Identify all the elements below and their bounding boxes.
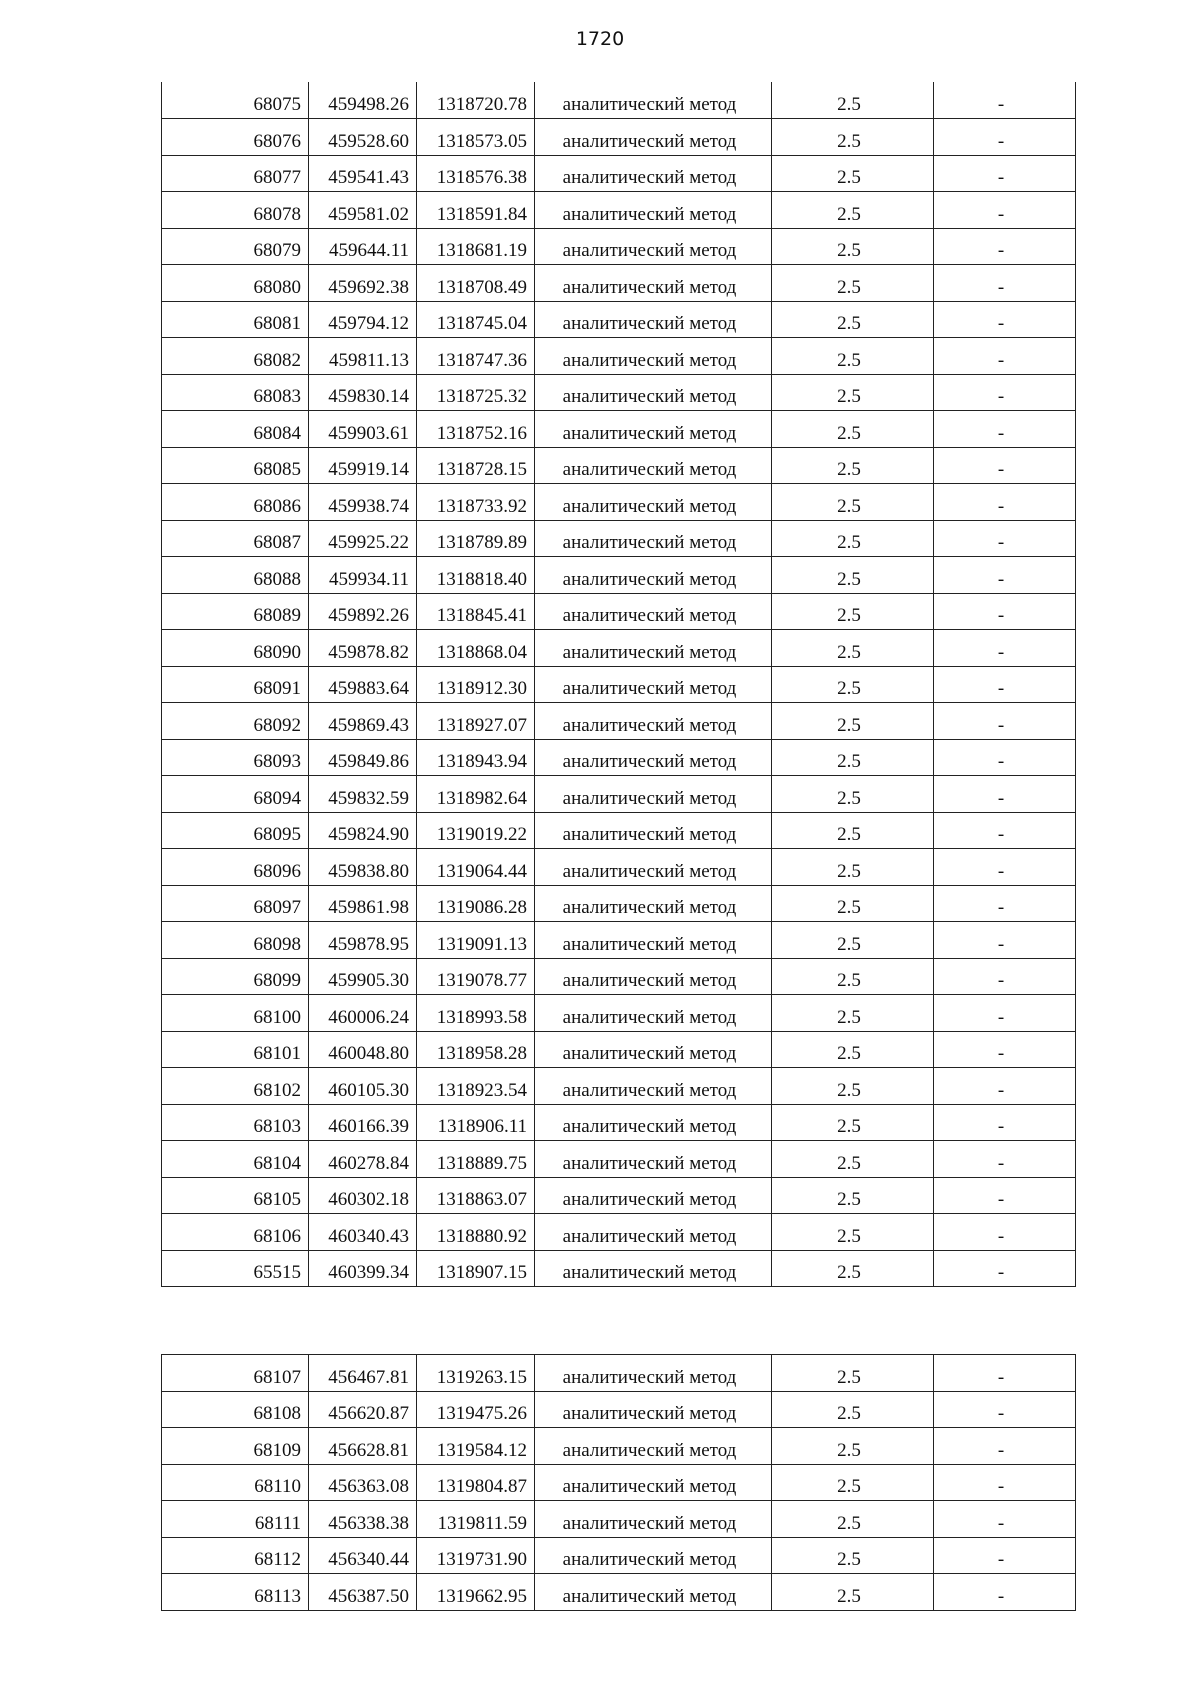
y-coordinate-cell: 1318907.15 (417, 1250, 535, 1287)
accuracy-cell: 2.5 (772, 1428, 934, 1465)
note-cell: - (934, 630, 1076, 667)
point-number-cell: 68098 (162, 922, 309, 959)
method-cell: аналитический метод (535, 1214, 772, 1251)
x-coordinate-cell: 456620.87 (309, 1391, 417, 1428)
point-number-cell: 68090 (162, 630, 309, 667)
table-row (162, 484, 1076, 521)
point-number-cell: 68105 (162, 1177, 309, 1214)
point-number-cell: 68099 (162, 958, 309, 995)
method-cell: аналитический метод (535, 301, 772, 338)
accuracy-cell: 2.5 (772, 192, 934, 229)
point-number-cell: 68095 (162, 812, 309, 849)
method-cell: аналитический метод (535, 338, 772, 375)
coordinates-table-2 (161, 1354, 1076, 1611)
y-coordinate-cell: 1318591.84 (417, 192, 535, 229)
table-row (162, 228, 1076, 265)
y-coordinate-cell: 1319064.44 (417, 849, 535, 886)
point-number-cell: 68106 (162, 1214, 309, 1251)
x-coordinate-cell: 460048.80 (309, 1031, 417, 1068)
accuracy-cell: 2.5 (772, 593, 934, 630)
method-cell: аналитический метод (535, 885, 772, 922)
method-cell: аналитический метод (535, 1177, 772, 1214)
accuracy-cell: 2.5 (772, 995, 934, 1032)
table-row (162, 958, 1076, 995)
table-row (162, 995, 1076, 1032)
x-coordinate-cell: 460340.43 (309, 1214, 417, 1251)
y-coordinate-cell: 1319019.22 (417, 812, 535, 849)
table-row (162, 885, 1076, 922)
x-coordinate-cell: 459878.95 (309, 922, 417, 959)
accuracy-cell: 2.5 (772, 812, 934, 849)
point-number-cell: 65515 (162, 1250, 309, 1287)
y-coordinate-cell: 1318725.32 (417, 374, 535, 411)
point-number-cell: 68104 (162, 1141, 309, 1178)
x-coordinate-cell: 456467.81 (309, 1355, 417, 1392)
method-cell: аналитический метод (535, 447, 772, 484)
point-number-cell: 68110 (162, 1464, 309, 1501)
method-cell: аналитический метод (535, 1428, 772, 1465)
accuracy-cell: 2.5 (772, 1177, 934, 1214)
point-number-cell: 68111 (162, 1501, 309, 1538)
accuracy-cell: 2.5 (772, 1464, 934, 1501)
point-number-cell: 68091 (162, 666, 309, 703)
note-cell: - (934, 557, 1076, 594)
accuracy-cell: 2.5 (772, 1214, 934, 1251)
method-cell: аналитический метод (535, 995, 772, 1032)
accuracy-cell: 2.5 (772, 739, 934, 776)
accuracy-cell: 2.5 (772, 776, 934, 813)
method-cell: аналитический метод (535, 776, 772, 813)
method-cell: аналитический метод (535, 520, 772, 557)
y-coordinate-cell: 1318958.28 (417, 1031, 535, 1068)
table-row (162, 1501, 1076, 1538)
table-row (162, 265, 1076, 302)
x-coordinate-cell: 459541.43 (309, 155, 417, 192)
point-number-cell: 68076 (162, 119, 309, 156)
point-number-cell: 68082 (162, 338, 309, 375)
table-row (162, 1031, 1076, 1068)
table-row (162, 557, 1076, 594)
note-cell: - (934, 1428, 1076, 1465)
method-cell: аналитический метод (535, 666, 772, 703)
accuracy-cell: 2.5 (772, 1391, 934, 1428)
point-number-cell: 68092 (162, 703, 309, 740)
method-cell: аналитический метод (535, 228, 772, 265)
x-coordinate-cell: 459878.82 (309, 630, 417, 667)
note-cell: - (934, 1141, 1076, 1178)
table-row (162, 593, 1076, 630)
method-cell: аналитический метод (535, 119, 772, 156)
accuracy-cell: 2.5 (772, 1501, 934, 1538)
point-number-cell: 68081 (162, 301, 309, 338)
method-cell: аналитический метод (535, 265, 772, 302)
y-coordinate-cell: 1319804.87 (417, 1464, 535, 1501)
x-coordinate-cell: 459861.98 (309, 885, 417, 922)
page-number: 1720 (575, 28, 625, 50)
method-cell: аналитический метод (535, 1355, 772, 1392)
note-cell: - (934, 1214, 1076, 1251)
x-coordinate-cell: 459938.74 (309, 484, 417, 521)
y-coordinate-cell: 1318993.58 (417, 995, 535, 1032)
point-number-cell: 68101 (162, 1031, 309, 1068)
x-coordinate-cell: 459824.90 (309, 812, 417, 849)
table-row (162, 1177, 1076, 1214)
note-cell: - (934, 301, 1076, 338)
accuracy-cell: 2.5 (772, 119, 934, 156)
x-coordinate-cell: 459903.61 (309, 411, 417, 448)
x-coordinate-cell: 460278.84 (309, 1141, 417, 1178)
table-row (162, 1574, 1076, 1611)
x-coordinate-cell: 459838.80 (309, 849, 417, 886)
note-cell: - (934, 739, 1076, 776)
accuracy-cell: 2.5 (772, 520, 934, 557)
method-cell: аналитический метод (535, 1537, 772, 1574)
y-coordinate-cell: 1318889.75 (417, 1141, 535, 1178)
accuracy-cell: 2.5 (772, 155, 934, 192)
table-row (162, 1537, 1076, 1574)
note-cell: - (934, 155, 1076, 192)
method-cell: аналитический метод (535, 155, 772, 192)
accuracy-cell: 2.5 (772, 666, 934, 703)
note-cell: - (934, 1177, 1076, 1214)
y-coordinate-cell: 1318845.41 (417, 593, 535, 630)
accuracy-cell: 2.5 (772, 1068, 934, 1105)
note-cell: - (934, 119, 1076, 156)
point-number-cell: 68079 (162, 228, 309, 265)
x-coordinate-cell: 459644.11 (309, 228, 417, 265)
x-coordinate-cell: 459919.14 (309, 447, 417, 484)
y-coordinate-cell: 1318912.30 (417, 666, 535, 703)
point-number-cell: 68078 (162, 192, 309, 229)
note-cell: - (934, 1391, 1076, 1428)
x-coordinate-cell: 459794.12 (309, 301, 417, 338)
x-coordinate-cell: 459811.13 (309, 338, 417, 375)
note-cell: - (934, 703, 1076, 740)
y-coordinate-cell: 1319811.59 (417, 1501, 535, 1538)
note-cell: - (934, 593, 1076, 630)
x-coordinate-cell: 459692.38 (309, 265, 417, 302)
method-cell: аналитический метод (535, 1104, 772, 1141)
table-row (162, 630, 1076, 667)
table-row (162, 1250, 1076, 1287)
note-cell: - (934, 228, 1076, 265)
y-coordinate-cell: 1318733.92 (417, 484, 535, 521)
method-cell: аналитический метод (535, 1501, 772, 1538)
point-number-cell: 68100 (162, 995, 309, 1032)
x-coordinate-cell: 456363.08 (309, 1464, 417, 1501)
accuracy-cell: 2.5 (772, 630, 934, 667)
point-number-cell: 68108 (162, 1391, 309, 1428)
y-coordinate-cell: 1318573.05 (417, 119, 535, 156)
y-coordinate-cell: 1318982.64 (417, 776, 535, 813)
y-coordinate-cell: 1319662.95 (417, 1574, 535, 1611)
table-row (162, 776, 1076, 813)
point-number-cell: 68103 (162, 1104, 309, 1141)
y-coordinate-cell: 1318681.19 (417, 228, 535, 265)
x-coordinate-cell: 459925.22 (309, 520, 417, 557)
note-cell: - (934, 812, 1076, 849)
table-row (162, 374, 1076, 411)
note-cell: - (934, 666, 1076, 703)
method-cell: аналитический метод (535, 1141, 772, 1178)
method-cell: аналитический метод (535, 1464, 772, 1501)
accuracy-cell: 2.5 (772, 557, 934, 594)
table-row (162, 301, 1076, 338)
accuracy-cell: 2.5 (772, 1355, 934, 1392)
y-coordinate-cell: 1319091.13 (417, 922, 535, 959)
accuracy-cell: 2.5 (772, 849, 934, 886)
x-coordinate-cell: 460302.18 (309, 1177, 417, 1214)
y-coordinate-cell: 1319584.12 (417, 1428, 535, 1465)
accuracy-cell: 2.5 (772, 447, 934, 484)
x-coordinate-cell: 456387.50 (309, 1574, 417, 1611)
accuracy-cell: 2.5 (772, 1537, 934, 1574)
y-coordinate-cell: 1318923.54 (417, 1068, 535, 1105)
table-row (162, 922, 1076, 959)
accuracy-cell: 2.5 (772, 82, 934, 119)
method-cell: аналитический метод (535, 812, 772, 849)
note-cell: - (934, 1068, 1076, 1105)
note-cell: - (934, 374, 1076, 411)
point-number-cell: 68083 (162, 374, 309, 411)
table-row (162, 1391, 1076, 1428)
method-cell: аналитический метод (535, 593, 772, 630)
note-cell: - (934, 411, 1076, 448)
accuracy-cell: 2.5 (772, 484, 934, 521)
table-row (162, 520, 1076, 557)
point-number-cell: 68097 (162, 885, 309, 922)
x-coordinate-cell: 460399.34 (309, 1250, 417, 1287)
note-cell: - (934, 1250, 1076, 1287)
table-row (162, 192, 1076, 229)
point-number-cell: 68107 (162, 1355, 309, 1392)
accuracy-cell: 2.5 (772, 1250, 934, 1287)
table-row (162, 812, 1076, 849)
y-coordinate-cell: 1318927.07 (417, 703, 535, 740)
point-number-cell: 68102 (162, 1068, 309, 1105)
x-coordinate-cell: 459528.60 (309, 119, 417, 156)
x-coordinate-cell: 456338.38 (309, 1501, 417, 1538)
note-cell: - (934, 192, 1076, 229)
y-coordinate-cell: 1318745.04 (417, 301, 535, 338)
note-cell: - (934, 447, 1076, 484)
point-number-cell: 68087 (162, 520, 309, 557)
method-cell: аналитический метод (535, 374, 772, 411)
note-cell: - (934, 922, 1076, 959)
point-number-cell: 68077 (162, 155, 309, 192)
note-cell: - (934, 1031, 1076, 1068)
x-coordinate-cell: 459905.30 (309, 958, 417, 995)
table-row (162, 119, 1076, 156)
note-cell: - (934, 484, 1076, 521)
table-row (162, 1464, 1076, 1501)
accuracy-cell: 2.5 (772, 301, 934, 338)
y-coordinate-cell: 1318868.04 (417, 630, 535, 667)
method-cell: аналитический метод (535, 484, 772, 521)
method-cell: аналитический метод (535, 630, 772, 667)
method-cell: аналитический метод (535, 849, 772, 886)
point-number-cell: 68088 (162, 557, 309, 594)
point-number-cell: 68112 (162, 1537, 309, 1574)
note-cell: - (934, 885, 1076, 922)
x-coordinate-cell: 459892.26 (309, 593, 417, 630)
point-number-cell: 68094 (162, 776, 309, 813)
table-row (162, 1355, 1076, 1392)
x-coordinate-cell: 459581.02 (309, 192, 417, 229)
y-coordinate-cell: 1319731.90 (417, 1537, 535, 1574)
y-coordinate-cell: 1318708.49 (417, 265, 535, 302)
method-cell: аналитический метод (535, 411, 772, 448)
point-number-cell: 68086 (162, 484, 309, 521)
y-coordinate-cell: 1318943.94 (417, 739, 535, 776)
x-coordinate-cell: 460105.30 (309, 1068, 417, 1105)
note-cell: - (934, 849, 1076, 886)
method-cell: аналитический метод (535, 1574, 772, 1611)
x-coordinate-cell: 459869.43 (309, 703, 417, 740)
y-coordinate-cell: 1318818.40 (417, 557, 535, 594)
table-row (162, 338, 1076, 375)
note-cell: - (934, 1574, 1076, 1611)
accuracy-cell: 2.5 (772, 1574, 934, 1611)
method-cell: аналитический метод (535, 1031, 772, 1068)
x-coordinate-cell: 456340.44 (309, 1537, 417, 1574)
method-cell: аналитический метод (535, 557, 772, 594)
accuracy-cell: 2.5 (772, 1141, 934, 1178)
accuracy-cell: 2.5 (772, 338, 934, 375)
x-coordinate-cell: 459849.86 (309, 739, 417, 776)
table-row (162, 1068, 1076, 1105)
point-number-cell: 68080 (162, 265, 309, 302)
accuracy-cell: 2.5 (772, 228, 934, 265)
point-number-cell: 68093 (162, 739, 309, 776)
accuracy-cell: 2.5 (772, 958, 934, 995)
note-cell: - (934, 776, 1076, 813)
y-coordinate-cell: 1319078.77 (417, 958, 535, 995)
y-coordinate-cell: 1318576.38 (417, 155, 535, 192)
x-coordinate-cell: 459832.59 (309, 776, 417, 813)
table-row (162, 849, 1076, 886)
x-coordinate-cell: 459830.14 (309, 374, 417, 411)
point-number-cell: 68084 (162, 411, 309, 448)
y-coordinate-cell: 1319475.26 (417, 1391, 535, 1428)
y-coordinate-cell: 1318789.89 (417, 520, 535, 557)
note-cell: - (934, 1464, 1076, 1501)
note-cell: - (934, 1537, 1076, 1574)
note-cell: - (934, 82, 1076, 119)
point-number-cell: 68096 (162, 849, 309, 886)
note-cell: - (934, 958, 1076, 995)
note-cell: - (934, 265, 1076, 302)
point-number-cell: 68085 (162, 447, 309, 484)
coordinates-table-1 (161, 82, 1076, 1287)
note-cell: - (934, 1104, 1076, 1141)
y-coordinate-cell: 1318752.16 (417, 411, 535, 448)
table-row (162, 82, 1076, 119)
point-number-cell: 68109 (162, 1428, 309, 1465)
y-coordinate-cell: 1318880.92 (417, 1214, 535, 1251)
method-cell: аналитический метод (535, 1250, 772, 1287)
accuracy-cell: 2.5 (772, 703, 934, 740)
note-cell: - (934, 995, 1076, 1032)
method-cell: аналитический метод (535, 922, 772, 959)
method-cell: аналитический метод (535, 1391, 772, 1428)
x-coordinate-cell: 456628.81 (309, 1428, 417, 1465)
y-coordinate-cell: 1318906.11 (417, 1104, 535, 1141)
table-row (162, 411, 1076, 448)
table-row (162, 1214, 1076, 1251)
table-row (162, 666, 1076, 703)
table-row (162, 155, 1076, 192)
method-cell: аналитический метод (535, 192, 772, 229)
accuracy-cell: 2.5 (772, 374, 934, 411)
x-coordinate-cell: 460006.24 (309, 995, 417, 1032)
table-row (162, 1428, 1076, 1465)
note-cell: - (934, 338, 1076, 375)
x-coordinate-cell: 459498.26 (309, 82, 417, 119)
note-cell: - (934, 1501, 1076, 1538)
method-cell: аналитический метод (535, 1068, 772, 1105)
point-number-cell: 68075 (162, 82, 309, 119)
y-coordinate-cell: 1319263.15 (417, 1355, 535, 1392)
accuracy-cell: 2.5 (772, 922, 934, 959)
table-row (162, 1104, 1076, 1141)
table-row (162, 739, 1076, 776)
method-cell: аналитический метод (535, 703, 772, 740)
accuracy-cell: 2.5 (772, 885, 934, 922)
y-coordinate-cell: 1319086.28 (417, 885, 535, 922)
y-coordinate-cell: 1318720.78 (417, 82, 535, 119)
accuracy-cell: 2.5 (772, 265, 934, 302)
point-number-cell: 68113 (162, 1574, 309, 1611)
y-coordinate-cell: 1318863.07 (417, 1177, 535, 1214)
y-coordinate-cell: 1318728.15 (417, 447, 535, 484)
note-cell: - (934, 520, 1076, 557)
point-number-cell: 68089 (162, 593, 309, 630)
method-cell: аналитический метод (535, 82, 772, 119)
table-row (162, 1141, 1076, 1178)
accuracy-cell: 2.5 (772, 411, 934, 448)
method-cell: аналитический метод (535, 958, 772, 995)
accuracy-cell: 2.5 (772, 1031, 934, 1068)
x-coordinate-cell: 460166.39 (309, 1104, 417, 1141)
method-cell: аналитический метод (535, 739, 772, 776)
y-coordinate-cell: 1318747.36 (417, 338, 535, 375)
table-row (162, 703, 1076, 740)
table-row (162, 447, 1076, 484)
note-cell: - (934, 1355, 1076, 1392)
x-coordinate-cell: 459934.11 (309, 557, 417, 594)
x-coordinate-cell: 459883.64 (309, 666, 417, 703)
accuracy-cell: 2.5 (772, 1104, 934, 1141)
